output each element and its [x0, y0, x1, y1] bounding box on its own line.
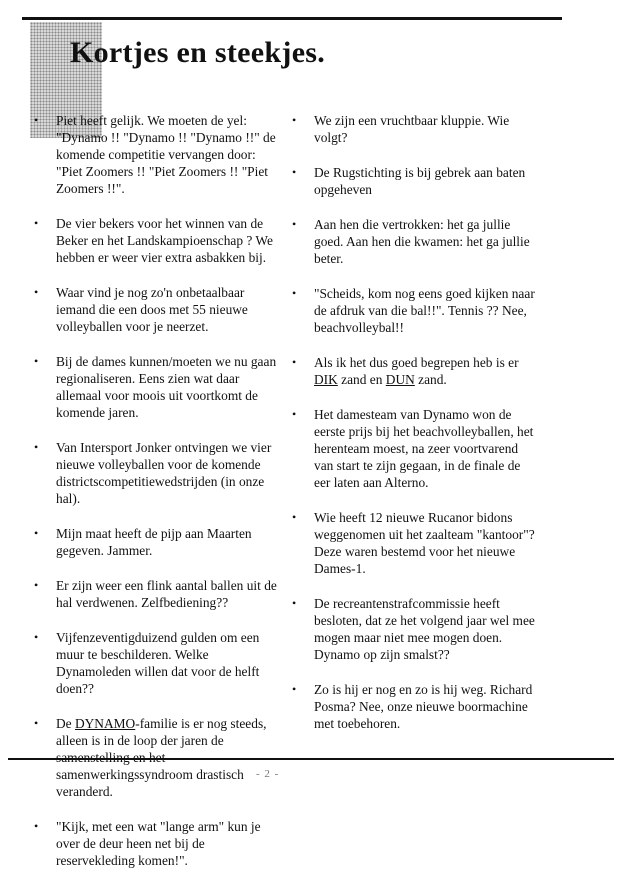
item-text: Mijn maat heeft de pijp aan Maarten gegeven. Jammer. — [56, 526, 252, 558]
list-item — [292, 595, 540, 663]
bullet-icon: • — [292, 217, 297, 231]
bullet-icon: • — [34, 216, 39, 230]
list-item — [292, 354, 540, 388]
list-item — [292, 216, 540, 267]
item-text: Zo is hij er nog en zo is hij weg. Richard Posma? Nee, onze nieuwe boormachine met toebehoren. — [314, 682, 533, 731]
item-text: Aan hen die vertrokken: het ga jullie goed. Aan hen die kwamen: het ga jullie beter. — [314, 217, 530, 266]
list-item — [34, 577, 284, 611]
page-title: Kortjes en steekjes. — [70, 36, 326, 69]
left-column — [34, 112, 284, 887]
item-text: Vijfenzeventigduizend gulden om een muur te beschilderen. Welke Dynamoleden willen dat voor de helft doen?? — [56, 630, 260, 696]
item-text-after: zand. — [414, 372, 447, 387]
bullet-icon: • — [292, 355, 297, 369]
list-item — [292, 164, 540, 198]
list-item — [292, 681, 540, 732]
top-rule — [22, 17, 562, 20]
item-text-after: -familie is er nog steeds, alleen is in de loop der jaren de samenwerkingssyndroom drastisch veranderd. — [56, 716, 267, 799]
item-text: "Scheids, kom nog eens goed kijken naar de afdruk van die bal!!". Tennis ?? Nee, beachvolleybal!! — [314, 286, 535, 335]
bullet-icon: • — [34, 526, 39, 540]
bullet-icon: • — [34, 354, 39, 368]
bullet-icon: • — [34, 630, 39, 644]
dun-underlined: DUN — [385, 372, 415, 387]
dynamo-underlined: DYNAMO — [74, 716, 136, 731]
list-item — [34, 525, 284, 559]
list-item — [34, 353, 284, 421]
bullet-icon: • — [34, 819, 39, 833]
item-text: We zijn een vruchtbaar kluppie. Wie volgt? — [314, 113, 510, 145]
bullet-icon: • — [292, 286, 297, 300]
item-text: De Rugstichting is bij gebrek aan baten opgeheven — [314, 165, 526, 197]
item-text: De vier bekers voor het winnen van de Beker en het Landskampioenschap ? We hebben er weer vier extra asbakken bij. — [56, 216, 273, 265]
item-text: Waar vind je nog zo'n onbetaalbaar iemand die een doos met 55 nieuwe volleyballen voor je neerzet. — [56, 285, 248, 334]
list-item — [292, 285, 540, 336]
bullet-icon: • — [292, 407, 297, 421]
bullet-icon: • — [292, 682, 297, 696]
bullet-icon: • — [34, 113, 39, 127]
list-item — [34, 439, 284, 507]
item-text: Bij de dames kunnen/moeten we nu gaan regionaliseren. Eens zien wat daar allemaal voor moois uit voortkomt de komende jaren. — [56, 354, 277, 420]
item-text: Van Intersport Jonker ontvingen we vier nieuwe volleyballen voor de komende districtscompetitiewedstrijden (in onze hal). — [56, 440, 272, 506]
list-item — [34, 112, 284, 197]
item-text: Er zijn weer een flink aantal ballen uit de hal verdwenen. Zelfbediening?? — [56, 578, 277, 610]
list-item — [292, 509, 540, 577]
bullet-icon: • — [34, 440, 39, 454]
bullet-icon: • — [34, 578, 39, 592]
dik-underlined: DIK — [314, 372, 338, 387]
bottom-rule — [8, 758, 614, 760]
item-text: Piet heeft gelijk. We moeten de yel: "Dynamo !! "Dynamo !! "Dynamo !!" de komende competitie vervangen door: "Piet Zoomers !! "Piet Zoomers !! "Piet Zoomers !!". — [56, 113, 276, 196]
bullet-icon: • — [292, 113, 297, 127]
list-item — [292, 112, 540, 146]
item-text-middle: zand en — [337, 372, 386, 387]
bullet-icon: • — [34, 285, 39, 299]
list-item — [34, 284, 284, 335]
item-text: Wie heeft 12 nieuwe Rucanor bidons weggenomen uit het zaalteam "kantoor"? Deze waren bestemd voor het nieuwe Dames-1. — [314, 510, 535, 576]
item-text-before: Als ik het dus goed begrepen heb is er — [314, 355, 519, 370]
list-item — [34, 818, 284, 869]
bullet-icon: • — [292, 510, 297, 524]
list-item — [34, 629, 284, 697]
item-text: "Kijk, met een wat "lange arm" kun je over de deur heen net bij de reservekleding komen!". — [56, 819, 261, 868]
right-column — [292, 112, 540, 750]
list-item — [292, 406, 540, 491]
item-text: Het damesteam van Dynamo won de eerste prijs bij het beachvolleyballen, het herenteam moest, na zeer voortvarend van start te zijn gegaan, in de finale de eer laten aan Alterno. — [314, 407, 534, 490]
bullet-icon: • — [34, 716, 39, 730]
bullet-icon: • — [292, 596, 297, 610]
bullet-icon: • — [292, 165, 297, 179]
list-item — [34, 215, 284, 266]
item-text: De recreantenstrafcommissie heeft besloten, dat ze het volgend jaar wel mee mogen maar niet mee mogen doen. Dynamo op zijn smalst?? — [314, 596, 535, 662]
page-number: - 2 - — [256, 768, 280, 780]
item-text-before: De — [56, 716, 75, 731]
